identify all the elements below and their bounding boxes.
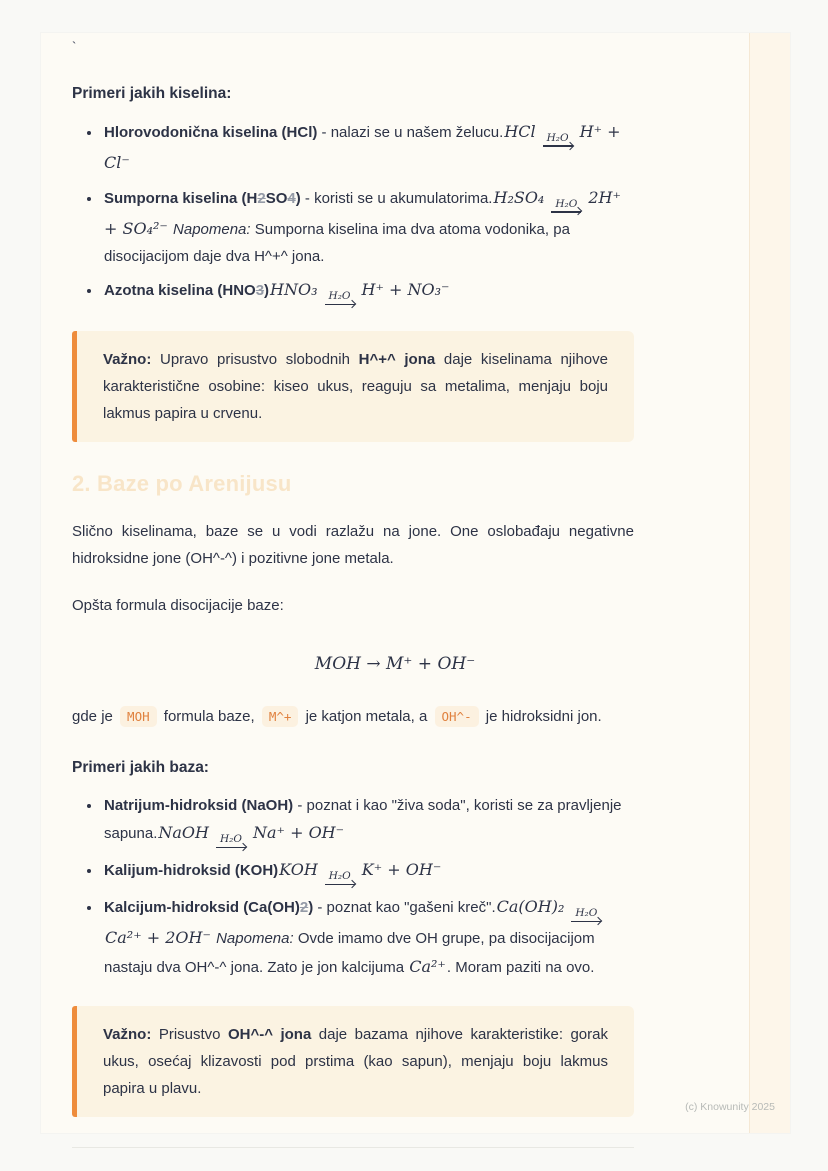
text-segment: Ovde imamo dve OH grupe, pa disocijacijom nastaju dva OH^-^ jona. Zato je jon kalcijuma: [104, 930, 595, 977]
text-segment: Opšta formula disocijacije baze:: [72, 596, 284, 614]
strikethrough-segment: 3: [255, 282, 265, 300]
text-segment: - poznat kao "gašeni kreč".: [313, 899, 496, 917]
math-segment: Ca(OH)₂: [496, 897, 565, 917]
list-item: [102, 893, 634, 982]
list-item: [102, 792, 634, 850]
text-segment: gde je: [72, 708, 118, 726]
reaction-arrow: [325, 871, 355, 887]
list-item: [102, 276, 634, 307]
text-segment: Slično kiselinama, baze se u vodi razlažu na jone. One oslobađaju negativne hidroksidne jone (OH^-^) i pozitivne jone metala.: [72, 522, 634, 567]
right-arrow-icon: [325, 304, 355, 306]
bold-segment: ): [308, 899, 314, 917]
reaction-condition-label: H₂O: [328, 870, 351, 883]
math-segment: 2H⁺ + SO₄²⁻: [104, 187, 621, 238]
text-segment: je hidroksidni jon.: [481, 708, 602, 726]
text-segment: . Moram paziti na ovo.: [446, 959, 595, 977]
text-segment: Upravo prisustvo slobodnih: [151, 351, 359, 369]
callout-text: [103, 1021, 608, 1102]
math-segment: HNO₃: [270, 280, 318, 300]
right-arrow-icon: [216, 847, 246, 849]
right-arrow-icon: [551, 211, 581, 213]
math-segment: H⁺ + Cl⁻: [104, 121, 621, 172]
bold-segment: H^+^ jona: [358, 351, 436, 369]
math-segment: HCl: [504, 121, 536, 141]
text-segment: - koristi se u akumulatorima.: [300, 189, 493, 207]
footer-copyright: (c) Knowunity 2025: [685, 1101, 775, 1113]
reaction-condition-label: H₂O: [328, 290, 351, 303]
inline-code-chip: OH^-: [435, 706, 479, 727]
reaction-arrow: [571, 908, 601, 924]
document-content: [72, 33, 634, 1148]
reaction-condition-label: H₂O: [575, 907, 598, 920]
right-margin-strip: [749, 33, 790, 1133]
inline-code-chip: M^+: [262, 706, 299, 727]
bold-segment: Natrijum-hidroksid (NaOH): [104, 797, 294, 815]
bold-segment: Hlorovodonična kiselina (HCl): [104, 123, 318, 141]
reaction-arrow: [216, 834, 246, 850]
text-segment: daje kiselinama njihove karakteristične osobine: kiseo ukus, reaguju sa metalima, menjaju boju lakmus papira u crvenu.: [103, 351, 608, 423]
reaction-arrow: [551, 199, 581, 215]
text-segment: Sumporna kiselina ima dva atoma vodonika, pa disocijacijom daje dva H^+^ jona.: [104, 220, 570, 266]
right-arrow-icon: [571, 921, 601, 923]
strikethrough-segment: 2: [299, 899, 309, 917]
text-segment: je katjon metala, a: [301, 708, 432, 726]
document-page: [41, 33, 790, 1133]
right-arrow-icon: [325, 884, 355, 886]
math-segment: K⁺ + OH⁻: [361, 860, 442, 880]
math-segment: NaOH: [158, 823, 209, 843]
right-arrow-icon: [543, 145, 573, 147]
inline-code-chip: MOH: [120, 706, 157, 727]
text-segment: daje bazama njihove karakteristike: gorak ukus, osećaj klizavosti pod prstima (kao sapun), menjaju boju lakmus papira u plavu.: [103, 1025, 608, 1097]
bold-segment: OH^-^ jona: [227, 1025, 312, 1043]
callout-text: [103, 346, 608, 427]
paragraph-with-code-chips: [72, 703, 602, 730]
bold-segment: Sumporna kiselina (H: [104, 189, 258, 207]
callout-important: [72, 331, 634, 442]
reaction-condition-label: H₂O: [220, 833, 242, 846]
bullet-list: [72, 792, 634, 982]
reaction-condition-label: H₂O: [546, 131, 569, 144]
stray-character: `: [72, 39, 77, 54]
section-heading: 2. Baze po Arenijusu: [72, 471, 292, 497]
bold-heading: Primeri jakih baza:: [72, 759, 209, 777]
paragraph: [72, 592, 634, 619]
bold-segment: Kalijum-hidroksid (KOH): [104, 862, 279, 880]
math-segment: Na⁺ + OH⁻: [253, 823, 345, 843]
bold-heading: Primeri jakih kiselina:: [72, 84, 232, 102]
bold-segment: Azotna kiselina (HNO: [104, 282, 256, 300]
bold-segment: SO: [265, 189, 288, 207]
strikethrough-segment: 2: [257, 189, 266, 207]
text-segment: Prisustvo: [151, 1025, 228, 1043]
math-segment: H₂SO₄: [493, 187, 545, 207]
display-equation: MOH → M⁺ + OH⁻: [314, 653, 476, 674]
reaction-arrow: [543, 133, 573, 149]
list-item: [102, 184, 634, 271]
divider: [72, 1147, 634, 1148]
bold-segment: Kalcijum-hidroksid (Ca(OH): [104, 899, 300, 917]
reaction-condition-label: H₂O: [555, 197, 578, 210]
list-item: [102, 118, 634, 178]
reaction-arrow: [325, 291, 355, 307]
list-item: [102, 856, 634, 887]
bold-segment: ): [295, 189, 301, 207]
text-segment: - poznat i kao "živa soda", koristi se za pravljenje sapuna.: [104, 797, 622, 843]
italic-segment: Napomena:: [173, 220, 251, 238]
italic-segment: Napomena:: [216, 930, 294, 948]
bullet-list: [72, 118, 634, 308]
math-segment: H⁺ + NO₃⁻: [361, 280, 450, 300]
bold-segment: Važno:: [103, 351, 152, 369]
document-blocks: [72, 80, 634, 1148]
math-segment: Ca²⁺ + 2OH⁻: [105, 928, 211, 948]
paragraph-justified: [72, 518, 634, 572]
bold-segment: Važno:: [103, 1025, 152, 1043]
math-segment: KOH: [279, 860, 318, 880]
callout-important: [72, 1006, 634, 1117]
text-segment: - nalazi se u našem želucu.: [317, 123, 504, 141]
math-segment: Ca²⁺: [409, 957, 446, 977]
text-segment: formula baze,: [159, 708, 259, 726]
bold-segment: ): [264, 282, 270, 300]
strikethrough-segment: 4: [287, 189, 296, 207]
